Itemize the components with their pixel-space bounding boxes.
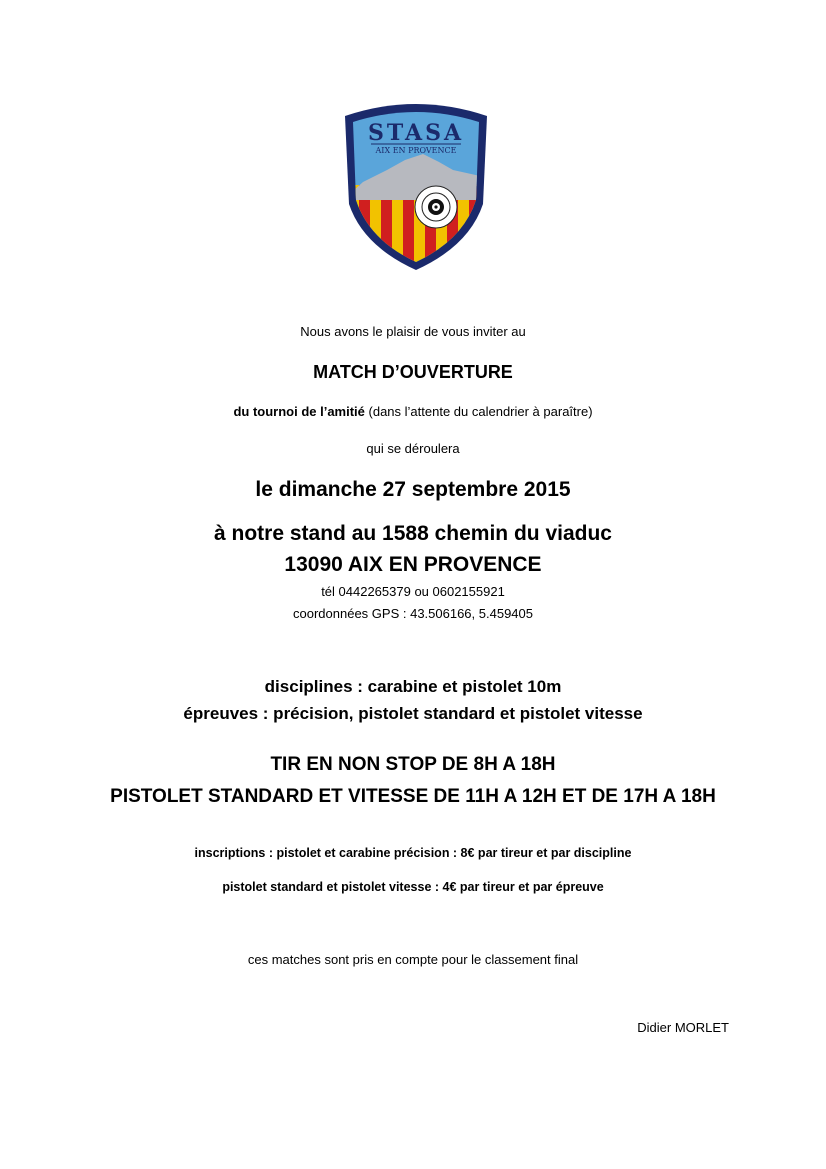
- phone-text: tél 0442265379 ou 0602155921: [321, 584, 505, 599]
- fees-line1: inscriptions : pistolet et carabine précision : 8€ par tireur et par discipline: [194, 846, 632, 860]
- tournament-line: [0, 404, 826, 419]
- schedule-line1: TIR EN NON STOP DE 8H A 18H: [270, 754, 556, 775]
- disciplines-text: disciplines : carabine et pistolet 10m: [264, 677, 562, 696]
- ranking-note: ces matches sont pris en compte pour le classement final: [247, 952, 579, 967]
- address-line1: à notre stand au 1588 chemin du viaduc: [214, 522, 612, 545]
- logo-subtitle: AIX EN PROVENCE: [375, 146, 457, 155]
- fees-line2: pistolet standard et pistolet vitesse : 4€ par tireur et par épreuve: [222, 880, 604, 894]
- intro-text: Nous avons le plaisir de vous inviter au: [300, 324, 526, 339]
- logo-name: STASA: [367, 120, 465, 146]
- target-icon: [415, 186, 457, 228]
- signature: Didier MORLET: [637, 1020, 729, 1035]
- stasa-logo: [343, 100, 489, 270]
- gps-text: coordonnées GPS : 43.506166, 5.459405: [293, 606, 533, 621]
- schedule-line2: PISTOLET STANDARD ET VITESSE DE 11H A 12H ET DE 17H A 18H: [110, 786, 716, 807]
- tournament-name: du tournoi de l’amitié: [233, 404, 365, 419]
- address-line2: 13090 AIX EN PROVENCE: [284, 553, 542, 576]
- epreuves-text: épreuves : précision, pistolet standard et pistolet vitesse: [183, 704, 643, 723]
- will-take-place-text: qui se déroulera: [366, 441, 460, 456]
- event-date: le dimanche 27 septembre 2015: [255, 478, 571, 501]
- tournament-note: (dans l’attente du calendrier à paraître): [364, 404, 593, 419]
- match-title: MATCH D’OUVERTURE: [313, 362, 513, 382]
